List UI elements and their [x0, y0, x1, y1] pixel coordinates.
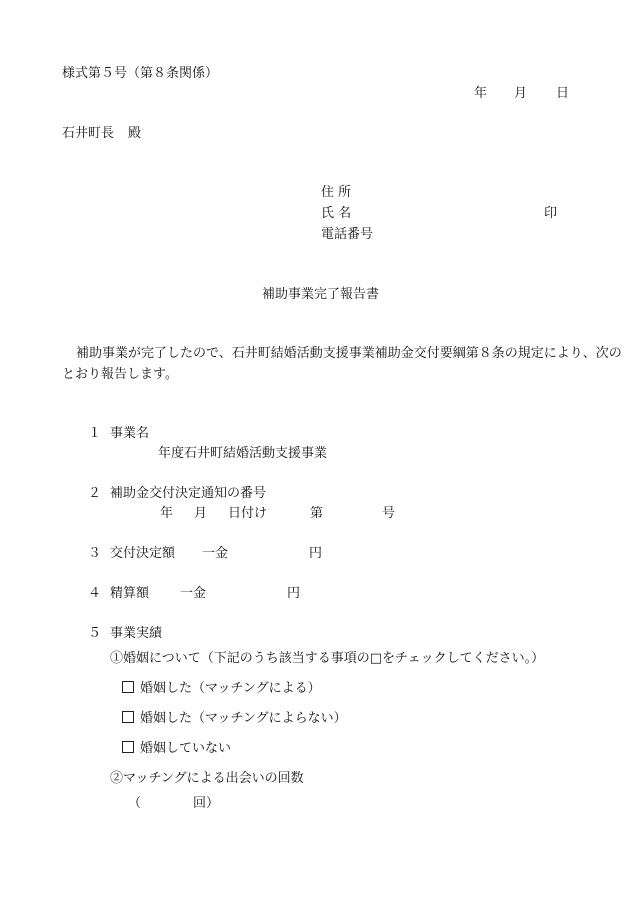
item4-label: 精算額 [110, 586, 150, 601]
date-day-label: 日 [556, 86, 570, 101]
item3-unit: 円 [309, 546, 323, 561]
checkbox-icon[interactable] [122, 681, 134, 693]
addressee-name: 石井町長 [62, 126, 115, 141]
option-not-married[interactable] [122, 741, 231, 757]
form-number: 様式第５号（第８条関係） [62, 66, 219, 81]
name-label: 氏 名 [321, 206, 352, 221]
date-month-label: 月 [514, 86, 528, 101]
addressee-honorific: 殿 [128, 126, 142, 141]
item1-number: １ [88, 426, 102, 441]
item2-number: ２ [88, 486, 102, 501]
item2-year: 年 [160, 506, 174, 521]
item3-number: ３ [88, 546, 102, 561]
option-label: 婚姻していない [140, 741, 232, 756]
item2-dai: 第 [310, 506, 324, 521]
document-title: 補助事業完了報告書 [262, 287, 380, 302]
item4-number: ４ [88, 586, 102, 601]
count-unit: 回） [193, 796, 220, 811]
item5-sub1: ①婚姻について（下記のうち該当する事項の□をチェックしてください。） [110, 651, 545, 666]
phone-label: 電話番号 [321, 227, 374, 242]
option-label: 婚姻した（マッチングによらない） [140, 711, 347, 726]
item2-go: 号 [382, 506, 396, 521]
item1-value: 年度石井町結婚活動支援事業 [158, 446, 328, 461]
body-line-2: とおり報告します。 [62, 367, 178, 382]
item3-label: 交付決定額 [110, 546, 176, 561]
item3-prefix: 一金 [202, 546, 229, 561]
item4-unit: 円 [287, 586, 301, 601]
checkbox-icon[interactable] [122, 711, 134, 723]
item1-label: 事業名 [110, 426, 150, 441]
item5-number: ５ [88, 626, 102, 641]
option-matching-married[interactable] [122, 681, 321, 697]
item4-prefix: 一金 [180, 586, 207, 601]
item2-label: 補助金交付決定通知の番号 [110, 486, 267, 501]
date-year-label: 年 [474, 86, 488, 101]
item5-label: 事業実績 [110, 626, 163, 641]
address-label: 住 所 [321, 185, 352, 200]
item5-sub2: ②マッチングによる出会いの回数 [110, 771, 304, 786]
option-non-matching-married[interactable] [122, 711, 347, 727]
item2-dated: 日付け [228, 506, 268, 521]
seal-label: 印 [544, 206, 558, 221]
count-open-paren: （ [128, 796, 142, 811]
item2-month: 月 [194, 506, 208, 521]
checkbox-icon[interactable] [122, 741, 134, 753]
option-label: 婚姻した（マッチングによる） [140, 681, 321, 696]
body-line-1: 補助事業が完了したので、石井町結婚活動支援事業補助金交付要綱第８条の規定により、次の [76, 346, 622, 361]
